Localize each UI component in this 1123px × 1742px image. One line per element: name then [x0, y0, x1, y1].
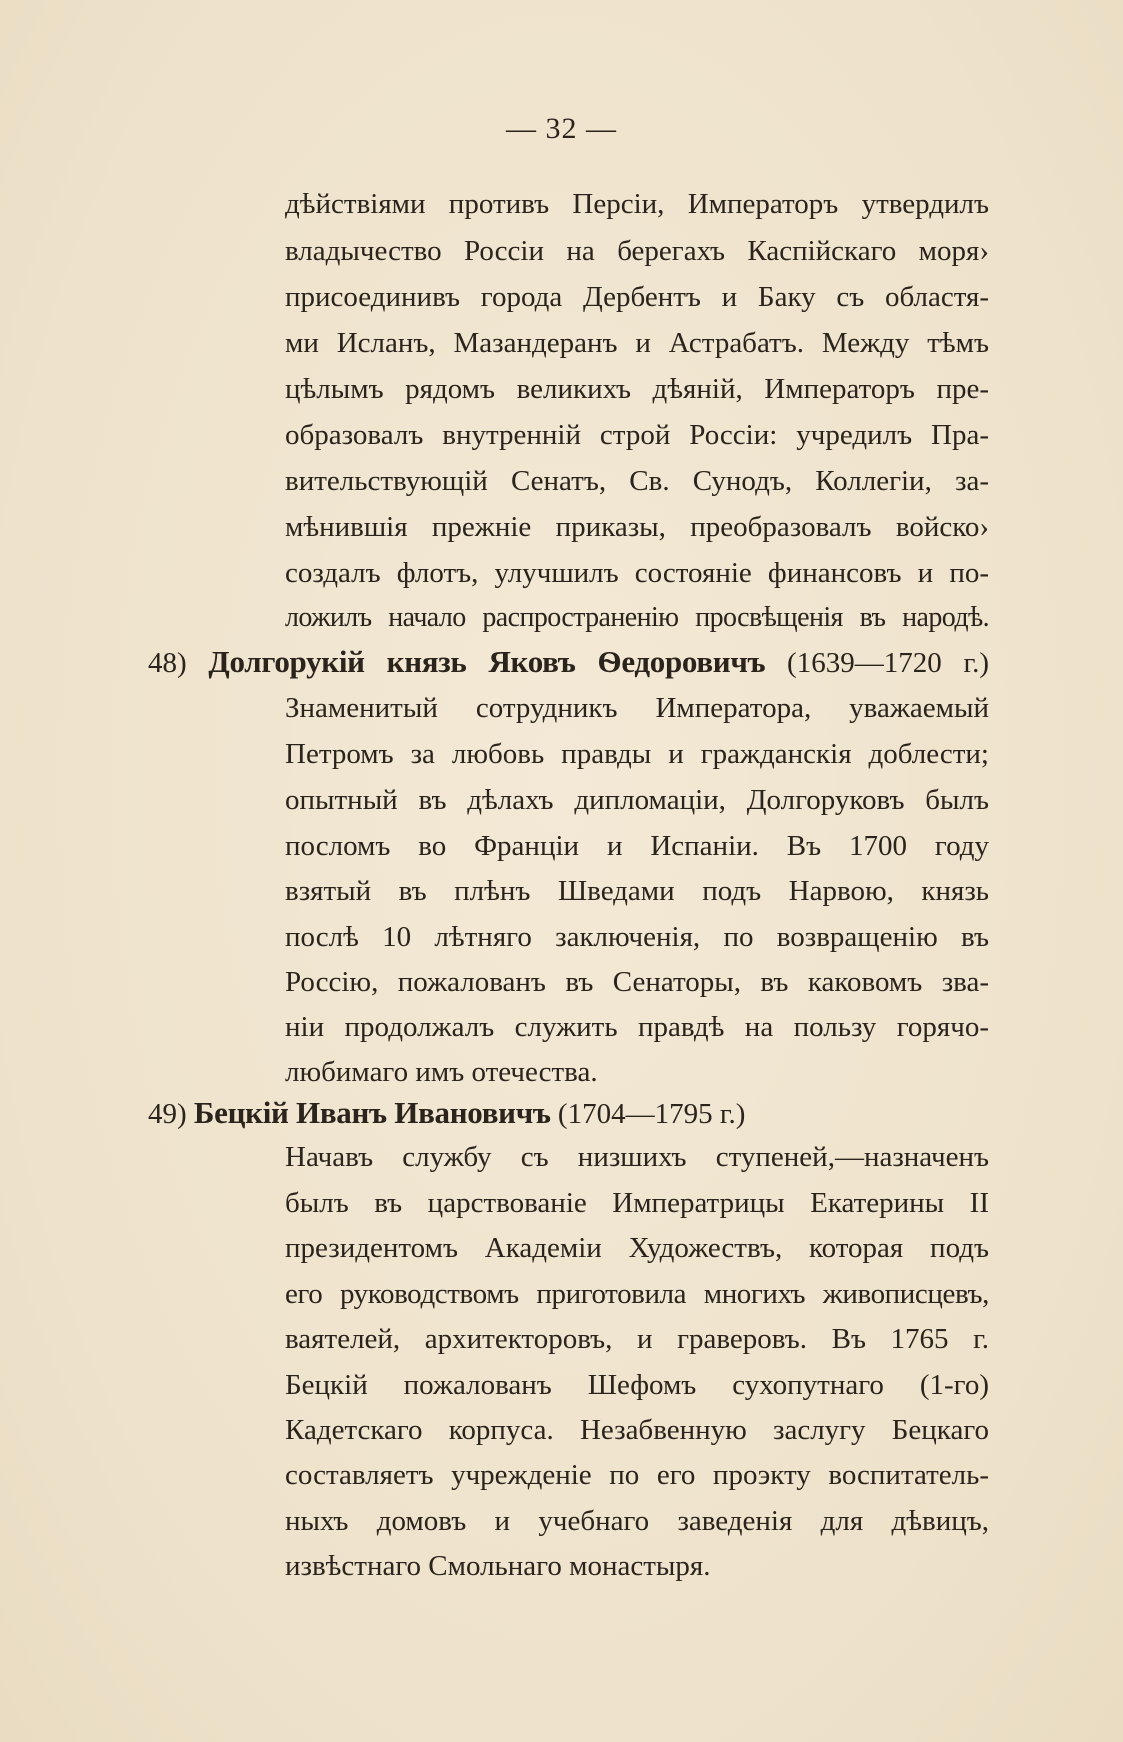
text-line: владычество Россіи на берегахъ Каспійскаго моря›: [285, 235, 989, 267]
text-line: дѣйствіями противъ Персіи, Императоръ утвердилъ: [285, 188, 989, 220]
entry-dates: (1704—1795 г.): [557, 1098, 746, 1130]
entry-name: Бецкій Иванъ Ивановичъ: [193, 1095, 551, 1130]
text-line: Знаменитый сотрудникъ Императора, уважаемый: [285, 692, 989, 724]
entry-name: Долгорукій князь Яковъ Ѳедоровичъ: [208, 644, 766, 679]
entry-heading-48: [148, 643, 989, 682]
text-line: составляетъ учрежденіе по его проэкту воспитатель-: [285, 1459, 989, 1491]
entry-heading-49: [148, 1094, 989, 1133]
text-line: Петромъ за любовь правды и гражданскія доблести;: [285, 738, 989, 770]
text-line: президентомъ Академіи Художествъ, которая подъ: [285, 1232, 989, 1264]
text-line: Кадетскаго корпуса. Незабвенную заслугу Бецкаго: [285, 1414, 989, 1446]
text-line: взятый въ плѣнъ Шведами подъ Нарвою, князь: [285, 875, 989, 907]
text-line: ми Исланъ, Мазандеранъ и Астрабатъ. Между тѣмъ: [285, 327, 989, 359]
text-line: Начавъ службу съ низшихъ ступеней,—назначенъ: [285, 1141, 989, 1173]
page-number: — 32 —: [506, 112, 617, 145]
text-line: посломъ во Франціи и Испаніи. Въ 1700 году: [285, 830, 989, 862]
text-line: ніи продолжалъ служить правдѣ на пользу горячо-: [285, 1011, 989, 1043]
text-line: создалъ флотъ, улучшилъ состояніе финансовъ и по-: [285, 557, 989, 589]
text-line: Россію, пожалованъ въ Сенаторы, въ каковомъ зва-: [285, 966, 989, 998]
text-line: былъ въ царствованіе Императрицы Екатерины II: [285, 1187, 989, 1219]
text-line: опытный въ дѣлахъ дипломаціи, Долгоруковъ былъ: [285, 784, 989, 816]
text-line: извѣстнаго Смольнаго монастыря.: [285, 1550, 711, 1582]
text-line: послѣ 10 лѣтняго заключенія, по возвращенію въ: [285, 921, 989, 953]
entry-number: 48): [148, 647, 187, 679]
text-line: любимаго имъ отечества.: [285, 1056, 598, 1088]
text-line: образовалъ внутренній строй Россіи: учредилъ Пра-: [285, 419, 989, 451]
text-line: ваятелей, архитекторовъ, и граверовъ. Въ 1765 г.: [285, 1323, 989, 1355]
text-line: его руководствомъ приготовила многихъ живописцевъ,: [285, 1278, 989, 1310]
text-line: мѣнившія прежніе приказы, преобразовалъ войско›: [285, 511, 989, 543]
text-line: цѣлымъ рядомъ великихъ дѣяній, Императоръ пре-: [285, 373, 989, 405]
text-line: ныхъ домовъ и учебнаго заведенія для дѣвицъ,: [285, 1505, 989, 1537]
text-line: ложилъ начало распространенію просвѣщенія въ народѣ.: [285, 602, 989, 633]
entry-number: 49): [148, 1098, 187, 1130]
entry-dates: (1639—1720 г.): [787, 647, 989, 679]
text-line: Бецкій пожалованъ Шефомъ сухопутнаго (1-го): [285, 1369, 989, 1401]
text-line: присоединивъ города Дербентъ и Баку съ областя-: [285, 281, 989, 313]
text-line: вительствующій Сенатъ, Св. Сунодъ, Коллегіи, за-: [285, 465, 989, 497]
